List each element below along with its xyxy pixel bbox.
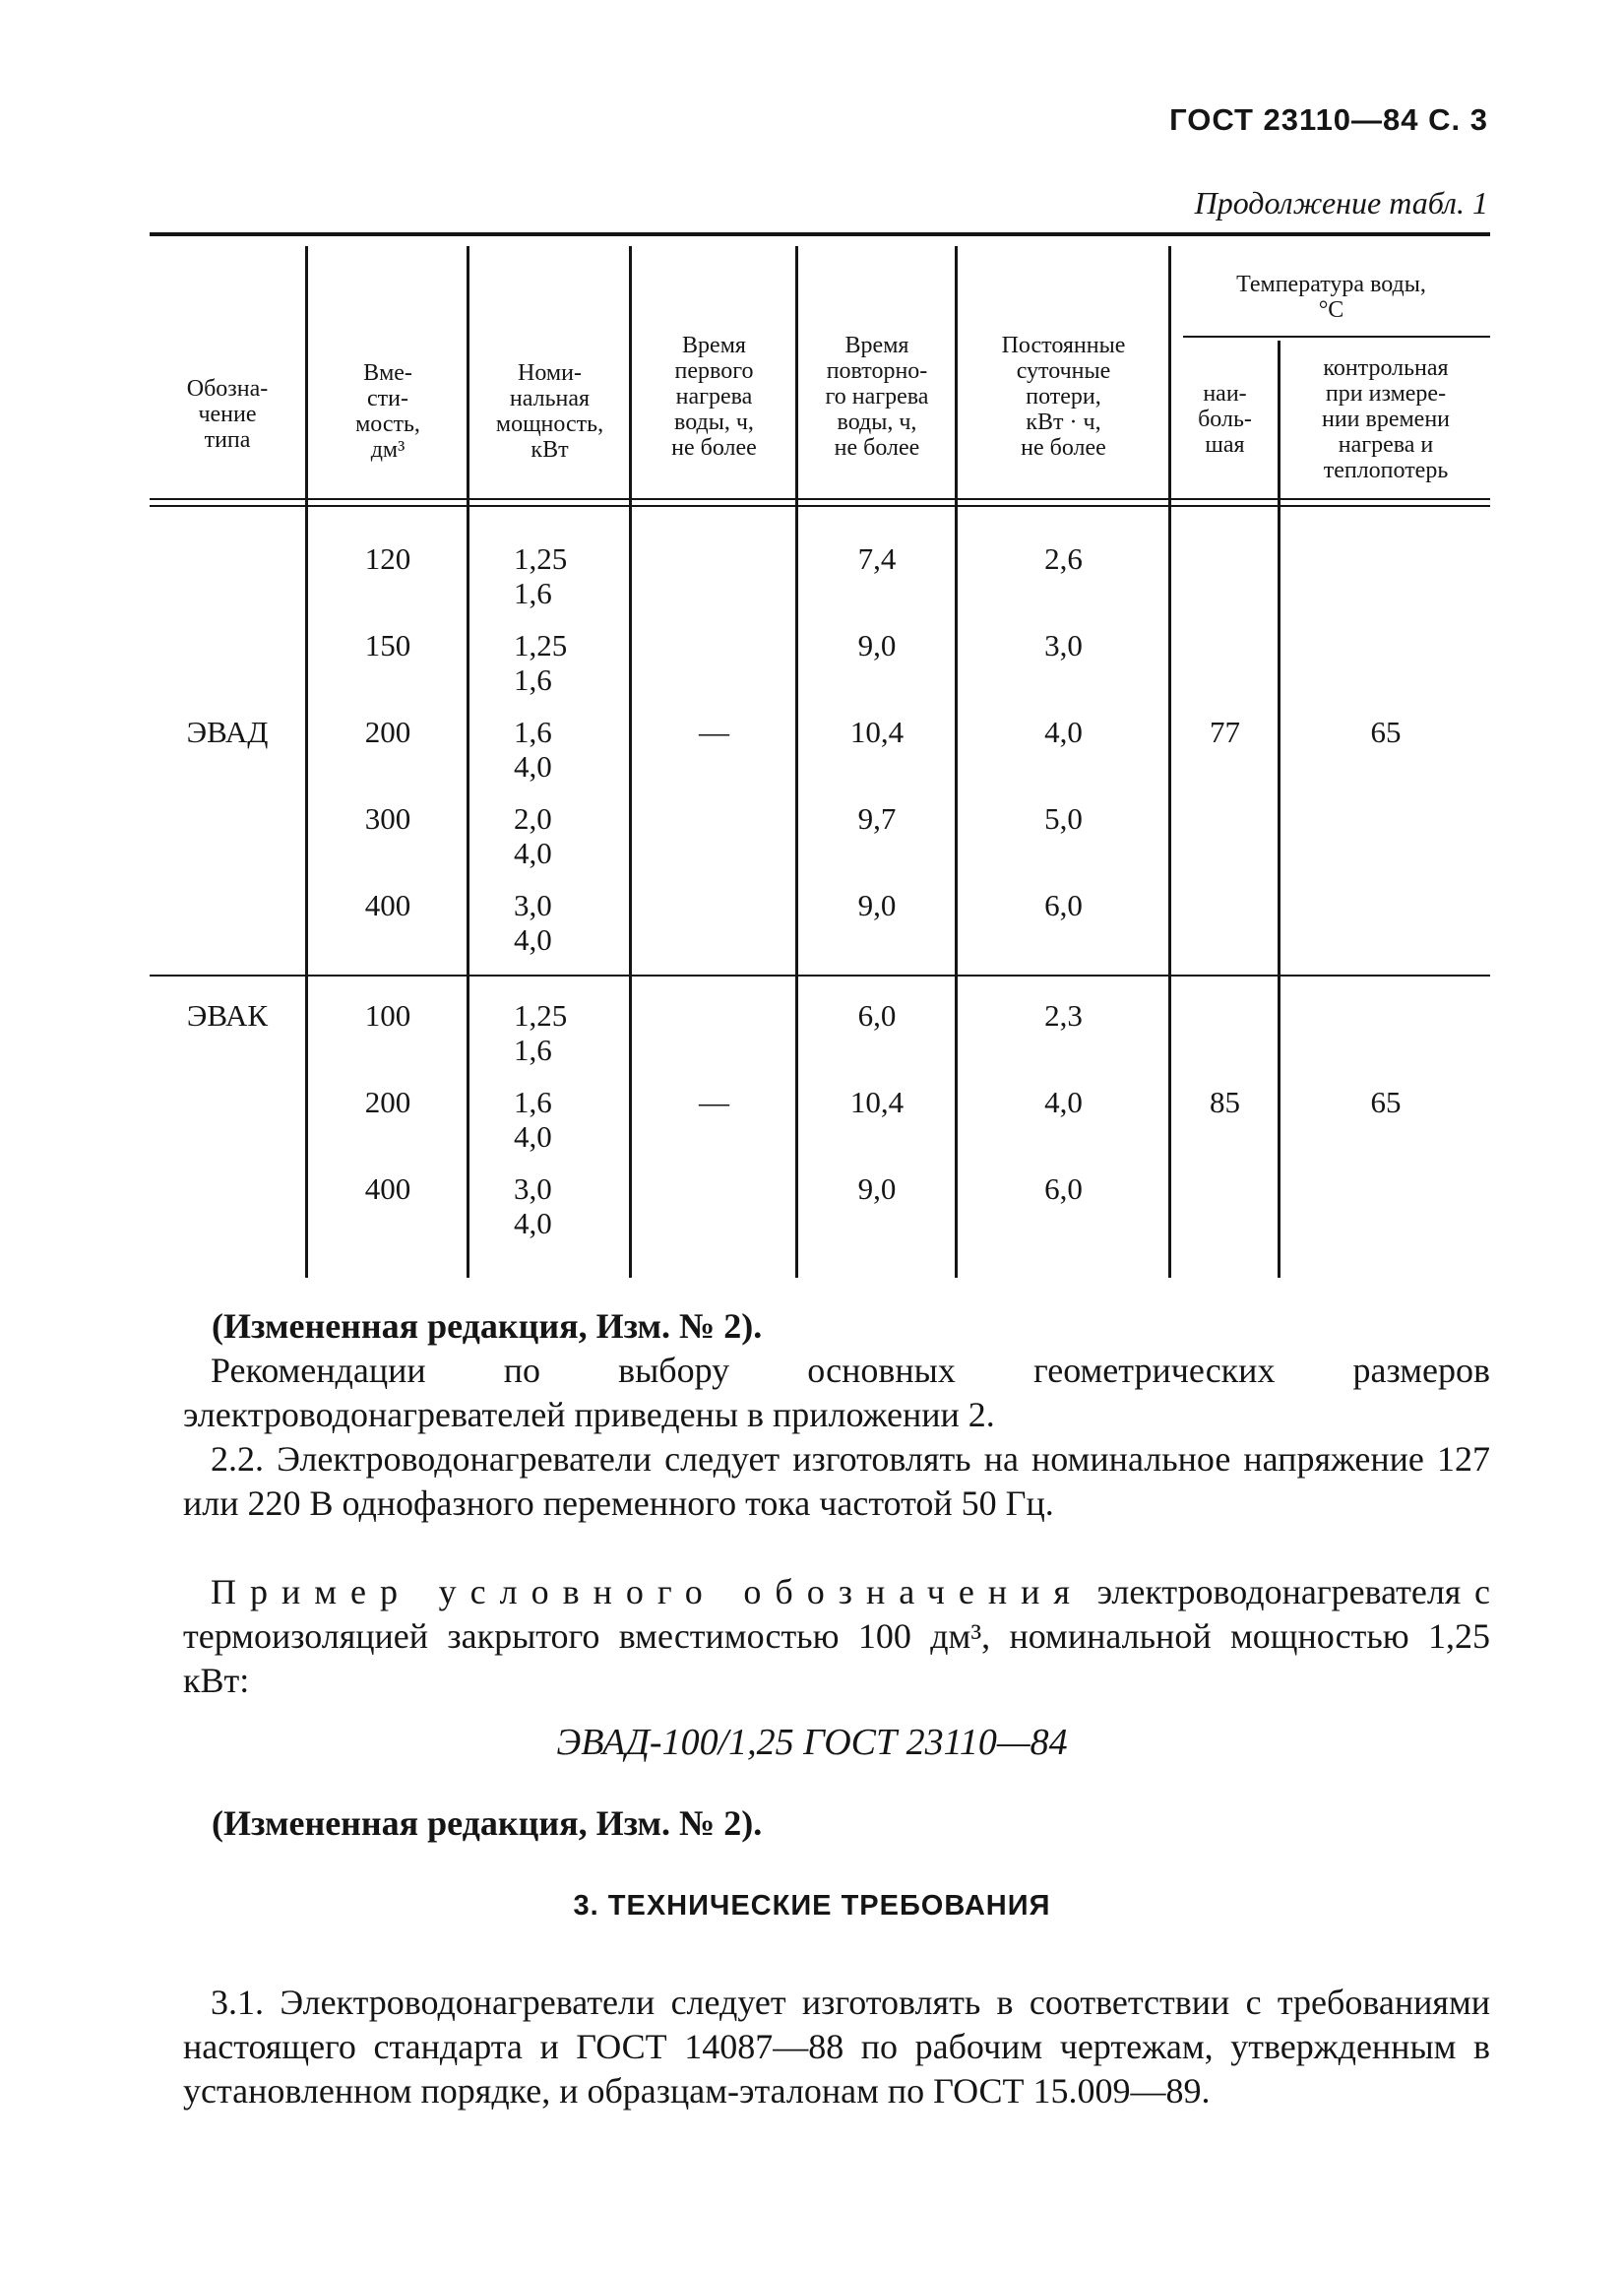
designation-example: ЭВАД-100/1,25 ГОСТ 23110—84 (556, 1722, 1068, 1763)
header-temp-control: контрольная при измере- нии времени нагрева и теплопотерь (1321, 354, 1451, 483)
amendment-note-2: (Измененная редакция, Изм. № 2). (212, 1803, 763, 1843)
reheat-cell: 9,0 (857, 628, 897, 662)
losses-cell: 6,0 (1044, 888, 1083, 922)
capacity-cell: 300 (364, 801, 411, 836)
capacity-cell: 400 (364, 1171, 411, 1206)
capacity-cell: 100 (364, 998, 411, 1033)
power-cell-line-2: 4,0 (514, 1119, 552, 1154)
capacity-cell: 120 (364, 541, 411, 576)
power-cell-line-1: 3,0 (514, 1171, 552, 1206)
power-cell-line-1: 3,0 (514, 888, 552, 922)
capacity-cell: 150 (364, 628, 411, 662)
power-cell-line-1: 1,6 (514, 1085, 552, 1119)
power-cell-line-2: 1,6 (514, 662, 552, 697)
page-header: ГОСТ 23110—84 С. 3 (1169, 102, 1488, 137)
losses-cell: 6,0 (1044, 1171, 1083, 1206)
header-power: Номи- нальная мощность, кВт (495, 360, 604, 463)
losses-cell: 2,6 (1044, 541, 1083, 576)
col-rule-4 (795, 246, 798, 1278)
temp-group-rule (1183, 336, 1490, 338)
power-cell-line-1: 1,25 (514, 541, 568, 576)
header-reheat: Время повторно- го нагрева воды, ч, не более (825, 333, 929, 461)
capacity-cell: 400 (364, 888, 411, 922)
col-rule-2 (467, 246, 469, 1278)
power-cell-line-1: 1,6 (514, 715, 552, 749)
header-first-heat: Время первого нагрева воды, ч, не более (671, 333, 757, 461)
col-rule-3 (629, 246, 632, 1278)
power-cell-line-1: 2,0 (514, 801, 552, 836)
reheat-cell: 9,0 (857, 888, 897, 922)
header-losses: Постоянные суточные потери, кВт · ч, не более (1001, 333, 1126, 461)
example-lead-spaced: Пример условного обозначения (211, 1572, 1084, 1611)
power-cell-line-1: 1,25 (514, 998, 568, 1033)
header-temp-group: Температура воды, °С (1236, 272, 1426, 323)
capacity-cell: 200 (364, 1085, 411, 1119)
example-lead-text: электроводонагревателя с термоизоляцией закрытого вместимостью 100 дм³, номинальной мощностью 1,25 кВт: (183, 1572, 1491, 1700)
table-continuation-label: Продолжение табл. 1 (1194, 185, 1488, 221)
temp-control-cell-evak: 65 (1370, 1085, 1402, 1119)
reheat-cell: 6,0 (857, 998, 897, 1033)
reheat-cell: 7,4 (857, 541, 897, 576)
power-cell-line-2: 4,0 (514, 836, 552, 870)
col-rule-1 (305, 246, 308, 1278)
header-temp-max: наи- боль- шая (1198, 380, 1252, 458)
col-rule-7 (1278, 341, 1280, 1278)
power-cell-line-2: 4,0 (514, 922, 552, 957)
paragraph-2-2: 2.2. Электроводонагреватели следует изготовлять на номинальное напряжение 127 или 220 В однофазного переменного тока частотой 50 Гц. (183, 1439, 1490, 1523)
col-rule-5 (955, 246, 958, 1278)
power-cell-line-1: 1,25 (514, 628, 568, 662)
col-rule-6 (1168, 246, 1171, 1278)
header-capacity: Вме- сти- мость, дм³ (355, 360, 420, 463)
losses-cell: 5,0 (1044, 801, 1083, 836)
reheat-cell: 10,4 (849, 1085, 905, 1119)
power-cell-line-2: 1,6 (514, 576, 552, 610)
reheat-cell: 9,7 (857, 801, 897, 836)
reheat-cell: 10,4 (849, 715, 905, 749)
temp-control-cell-evad: 65 (1370, 715, 1402, 749)
specs-table (150, 224, 1490, 1278)
group-separator-rule (150, 975, 1490, 977)
losses-cell: 4,0 (1044, 715, 1083, 749)
losses-cell: 2,3 (1044, 998, 1083, 1033)
first-heat-cell-evak: — (699, 1085, 729, 1119)
capacity-cell: 200 (364, 715, 411, 749)
first-heat-cell-evad: — (699, 715, 729, 749)
power-cell-line-2: 1,6 (514, 1033, 552, 1067)
reheat-cell: 9,0 (857, 1171, 897, 1206)
temp-max-cell-evad: 77 (1210, 715, 1240, 749)
power-cell-line-2: 4,0 (514, 749, 552, 784)
losses-cell: 3,0 (1044, 628, 1083, 662)
type-cell-evak: ЭВАК (186, 998, 269, 1033)
header-bottom-rule-2 (150, 505, 1490, 507)
table-top-rule (150, 232, 1490, 236)
section-heading: 3. ТЕХНИЧЕСКИЕ ТРЕБОВАНИЯ (573, 1890, 1051, 1922)
power-cell-line-2: 4,0 (514, 1206, 552, 1240)
header-type: Обозна- чение типа (186, 376, 269, 453)
paragraph-example (183, 1570, 1490, 1703)
paragraph-recommendations: Рекомендации по выбору основных геометрических размеров электроводонагревателей приведены в приложении 2. (183, 1351, 1490, 1434)
paragraph-3-1: 3.1. Электроводонагреватели следует изготовлять в соответствии с требованиями настоящего стандарта и ГОСТ 14087—88 по рабочим чертежам, утвержденным в установленном порядке, и образцам-эталонам по ГОСТ 15.009—89. (183, 1983, 1490, 2111)
temp-max-cell-evak: 85 (1210, 1085, 1240, 1119)
amendment-note-1: (Измененная редакция, Изм. № 2). (212, 1306, 763, 1346)
losses-cell: 4,0 (1044, 1085, 1083, 1119)
type-cell-evad: ЭВАД (186, 715, 269, 749)
